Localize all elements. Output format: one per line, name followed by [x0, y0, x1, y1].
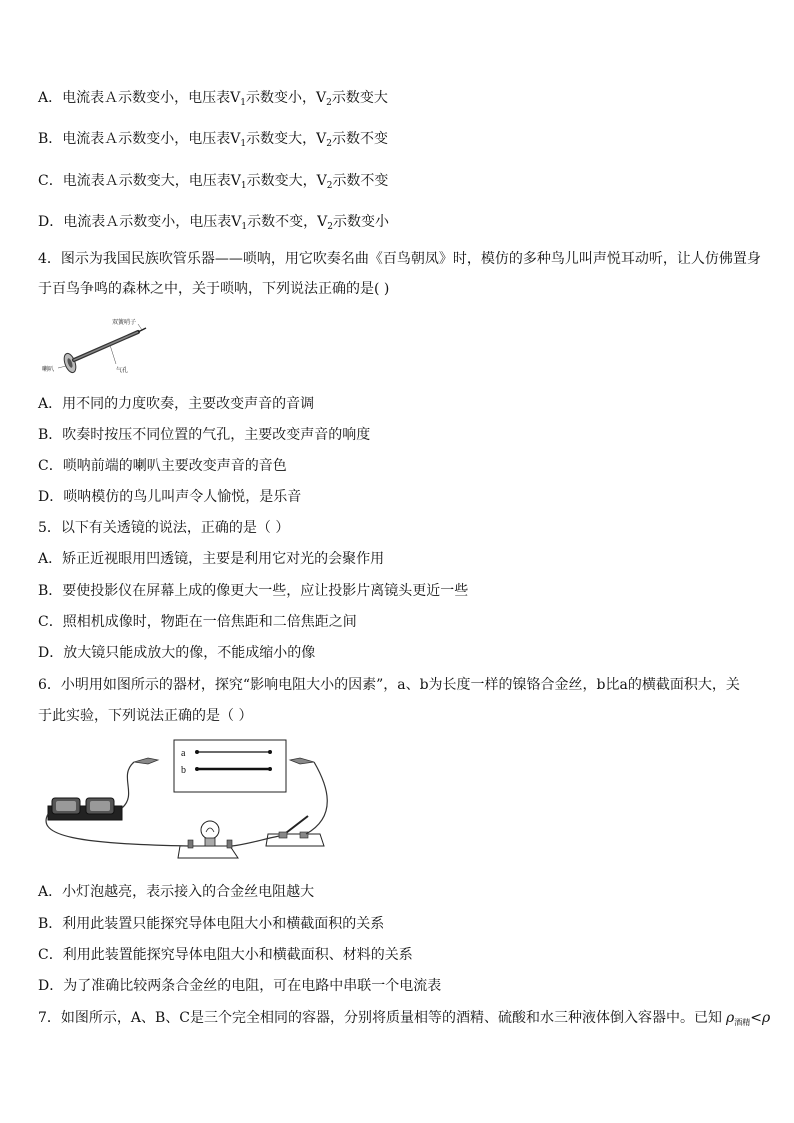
switch-icon	[266, 834, 324, 846]
q6-option-d[interactable]: D．为了准确比较两条合金丝的电阻，可在电路中串联一个电流表	[38, 978, 442, 994]
q4-option-c[interactable]: C．唢呐前端的喇叭主要改变声音的音色	[38, 458, 287, 474]
option-text: ．电流表Ａ示数变小，电压表	[49, 214, 232, 230]
label-wire-a: a	[181, 748, 186, 759]
rho-subscript: 酒精	[734, 1018, 751, 1027]
q5-option-b[interactable]: B．要使投影仪在屏幕上成的像更大一些，应让投影片离镜头更近一些	[38, 583, 469, 599]
q3-option-d[interactable]	[38, 212, 389, 237]
label-reed: 双簧哨子	[112, 319, 137, 326]
q6-option-a[interactable]: A．小灯泡越亮，表示接入的合金丝电阻越大	[38, 884, 315, 900]
q4-option-b[interactable]: B．吹奏时按压不同位置的气孔，主要改变声音的响度	[38, 427, 371, 443]
option-letter: A	[38, 90, 49, 106]
q7-stem-line1	[38, 1008, 770, 1033]
option-text: ．电流表Ａ示数变小，电压表	[48, 131, 231, 147]
option-text: 示数不变，	[247, 214, 318, 230]
less-than: <	[750, 1010, 762, 1026]
q4-option-a[interactable]: A．用不同的力度吹奏，主要改变声音的音调	[38, 396, 315, 412]
q3-option-c[interactable]	[38, 171, 388, 196]
q4-stem-line1: 4．图示为我国民族吹管乐器——唢呐，用它吹奏名曲《百鸟朝凤》时，模仿的多种鸟儿叫声悦耳动听，让人仿佛置身	[38, 251, 761, 267]
option-text: ．电流表Ａ示数变大，电压表	[48, 173, 231, 189]
v1-symbol: $V_1$	[231, 214, 248, 232]
option-letter: D	[38, 214, 50, 230]
q3-option-b[interactable]	[38, 129, 388, 154]
q5-stem: 5．以下有关透镜的说法，正确的是（ ）	[38, 520, 290, 536]
wire-board	[174, 740, 286, 792]
v1-symbol: $V_1$	[230, 90, 246, 108]
v1-symbol: $V_1$	[230, 131, 247, 149]
q3-option-a[interactable]	[38, 88, 388, 113]
q6-stem-line2: 于此实验，下列说法正确的是（ ）	[38, 708, 253, 724]
bulb-icon	[201, 821, 219, 839]
v2-symbol: $V_2$	[316, 131, 333, 149]
v1-symbol: $V_1$	[230, 173, 247, 191]
option-text: 示数变大	[331, 90, 388, 106]
v2-symbol: $V_2$	[316, 173, 333, 191]
q6-option-b[interactable]: B．利用此装置只能探究导体电阻大小和横截面积的关系	[38, 916, 385, 932]
option-letter: B	[38, 131, 49, 147]
option-text: 示数变小	[332, 214, 389, 230]
rho-symbol-2: ρ	[761, 1010, 771, 1026]
q6-stem-line1: 6．小明用如图所示的器材，探究“影响电阻大小的因素”，a、b为长度一样的镍铬合金丝，b比a的横截面积大，关	[38, 677, 740, 693]
suona-figure	[38, 314, 163, 380]
q5-option-a[interactable]: A．矫正近视眼用凹透镜，主要是利用它对光的会聚作用	[38, 551, 385, 567]
q5-option-c[interactable]: C．照相机成像时，物距在一倍焦距和二倍焦距之间	[38, 614, 357, 630]
q6-option-c[interactable]: C．利用此装置能探究导体电阻大小和横截面积、材料的关系	[38, 947, 413, 963]
q7-text: 7．如图所示，A、B、C是三个完全相同的容器，分别将质量相等的酒精、硫酸和水三种液体倒入容器中。已知	[38, 1010, 723, 1026]
label-wire-b: b	[181, 765, 186, 776]
q5-option-d[interactable]: D．放大镜只能成放大的像，不能成缩小的像	[38, 645, 316, 661]
option-text: 示数变大，	[246, 173, 317, 189]
option-text: 示数不变	[332, 173, 389, 189]
option-letter: C	[38, 173, 49, 189]
left-clip-icon	[134, 758, 158, 764]
label-bell: 喇叭	[42, 366, 55, 373]
label-hole: 气孔	[116, 367, 129, 374]
option-text: 示数变大，	[246, 131, 317, 147]
right-clip-icon	[290, 758, 314, 764]
v2-symbol: $V_2$	[315, 90, 332, 108]
circuit-figure	[38, 736, 338, 866]
v2-symbol: $V_2$	[317, 214, 333, 232]
option-text: 示数变小，	[245, 90, 316, 106]
rho-symbol: ρ	[726, 1010, 735, 1026]
option-text: 示数不变	[332, 131, 389, 147]
option-text: ．电流表Ａ示数变小，电压表	[48, 90, 231, 106]
q4-stem-line2: 于百鸟争鸣的森林之中，关于唢呐，下列说法正确的是( )	[38, 281, 390, 297]
q4-option-d[interactable]: D．唢呐模仿的鸟儿叫声令人愉悦，是乐音	[38, 489, 302, 505]
